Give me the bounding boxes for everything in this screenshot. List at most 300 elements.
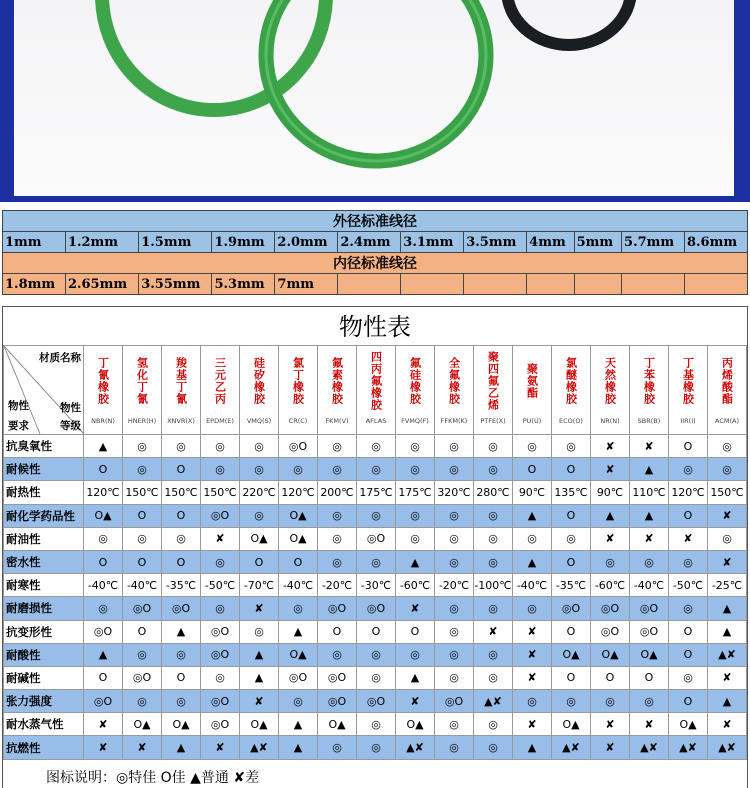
rating-cell: O▲: [240, 713, 279, 736]
rating-cell: ◎: [396, 504, 435, 527]
material-name: 氟素橡胶: [330, 357, 344, 405]
rating-cell: 150℃: [708, 481, 747, 504]
material-name: 天然橡胶: [603, 357, 617, 405]
rating-cell: O: [240, 550, 279, 573]
rating-cell: ◎: [435, 458, 474, 481]
rating-cell: ✘: [630, 713, 669, 736]
rating-cell: ▲✘: [396, 736, 435, 759]
rating-cell: O: [123, 550, 162, 573]
material-name: 丙烯酸酯: [720, 357, 734, 405]
rating-cell: ◎: [552, 690, 591, 713]
rating-cell: ✘: [84, 736, 123, 759]
outer-title: 外径标准线径: [3, 211, 748, 232]
material-name: 丁苯橡胶: [642, 357, 656, 405]
material-header: [279, 346, 318, 435]
material-name: 氯丁橡胶: [291, 357, 305, 405]
rating-cell: 110℃: [630, 481, 669, 504]
rating-cell: ◎: [162, 643, 201, 666]
rating-cell: 150℃: [123, 481, 162, 504]
rating-cell: ◎: [123, 690, 162, 713]
rating-cell: ✘: [513, 620, 552, 643]
material-header: [630, 346, 669, 435]
rating-cell: ▲: [162, 620, 201, 643]
rating-cell: O: [162, 550, 201, 573]
material-code: VMQ(S): [246, 417, 272, 425]
rating-cell: ◎: [552, 435, 591, 458]
property-label: 耐热性: [4, 481, 84, 504]
rating-cell: ✘: [201, 736, 240, 759]
rating-cell: ▲: [513, 504, 552, 527]
rating-cell: ◎: [474, 504, 513, 527]
rating-cell: ◎O: [201, 690, 240, 713]
inner-size-cell: [338, 274, 401, 295]
rating-cell: ◎: [474, 458, 513, 481]
rating-cell: -40℃: [513, 574, 552, 597]
material-name: 丁基橡胶: [681, 357, 695, 405]
rating-cell: ◎: [708, 458, 747, 481]
rating-cell: ◎: [162, 435, 201, 458]
material-name: 硅矽橡胶: [252, 357, 266, 405]
material-header: [240, 346, 279, 435]
rating-cell: 175℃: [396, 481, 435, 504]
rating-cell: O▲: [591, 643, 630, 666]
outer-values-row: [3, 232, 748, 253]
rating-cell: ▲✘: [552, 736, 591, 759]
rating-cell: ▲: [279, 736, 318, 759]
rating-cell: O: [669, 620, 708, 643]
rating-cell: ◎: [552, 527, 591, 550]
rating-cell: ✘: [240, 597, 279, 620]
rating-cell: ◎: [240, 504, 279, 527]
property-row: [4, 458, 747, 481]
rating-cell: 320℃: [435, 481, 474, 504]
material-header: [123, 346, 162, 435]
rating-cell: ▲: [84, 435, 123, 458]
rating-cell: ✘: [708, 666, 747, 689]
corner-req: 要求: [8, 420, 29, 432]
material-code: NR(N): [600, 417, 620, 425]
rating-cell: O: [552, 550, 591, 573]
rating-cell: ▲✘: [669, 736, 708, 759]
rating-cell: ◎: [513, 527, 552, 550]
rating-cell: O: [552, 620, 591, 643]
material-code: FVMQ(F): [401, 417, 429, 425]
rating-cell: ▲: [240, 666, 279, 689]
rating-cell: ◎: [435, 736, 474, 759]
rating-cell: ◎: [123, 527, 162, 550]
rating-cell: ▲✘: [240, 736, 279, 759]
corner-material: 材质名称: [39, 352, 81, 364]
outer-size-cell: 3.1mm: [401, 232, 464, 253]
rating-cell: ◎: [240, 620, 279, 643]
rating-cell: -40℃: [279, 574, 318, 597]
rating-cell: O▲: [240, 527, 279, 550]
rating-cell: ◎O: [591, 620, 630, 643]
rating-cell: 135℃: [552, 481, 591, 504]
material-header: [84, 346, 123, 435]
rating-cell: ◎: [513, 690, 552, 713]
inner-size-cell: [464, 274, 527, 295]
rating-cell: ◎: [279, 690, 318, 713]
rating-cell: ◎: [123, 458, 162, 481]
rating-cell: ◎: [318, 736, 357, 759]
rating-cell: ◎: [162, 527, 201, 550]
rating-cell: O: [552, 666, 591, 689]
rating-cell: ◎: [669, 550, 708, 573]
rating-cell: ◎: [396, 435, 435, 458]
rating-cell: ◎: [357, 736, 396, 759]
rating-cell: ◎: [357, 643, 396, 666]
rating-cell: ✘: [513, 643, 552, 666]
rating-cell: ◎: [318, 504, 357, 527]
rating-cell: O: [357, 620, 396, 643]
rating-cell: ▲: [279, 620, 318, 643]
outer-size-cell: 4mm: [527, 232, 574, 253]
outer-size-cell: 1mm: [3, 232, 66, 253]
material-header: [474, 346, 513, 435]
material-header: [357, 346, 396, 435]
rating-cell: -20℃: [318, 574, 357, 597]
rating-cell: O: [552, 504, 591, 527]
rating-cell: O: [591, 666, 630, 689]
rating-cell: -30℃: [357, 574, 396, 597]
rating-cell: ◎: [435, 643, 474, 666]
photo-frame-right: [734, 0, 750, 202]
inner-size-cell: [574, 274, 621, 295]
material-code: AFLAS: [365, 417, 387, 425]
rating-cell: -60℃: [591, 574, 630, 597]
rating-cell: O: [630, 666, 669, 689]
rating-cell: ◎O: [84, 690, 123, 713]
inner-size-cell: 2.65mm: [65, 274, 138, 295]
rating-cell: 220℃: [240, 481, 279, 504]
rating-cell: -35℃: [552, 574, 591, 597]
rating-cell: 90℃: [591, 481, 630, 504]
rating-cell: O▲: [123, 713, 162, 736]
material-name: 氢化丁氰: [135, 357, 149, 405]
rating-cell: ◎: [279, 597, 318, 620]
rating-cell: ✘: [513, 713, 552, 736]
rating-cell: ◎: [435, 550, 474, 573]
rating-cell: ◎O: [201, 620, 240, 643]
rating-cell: ◎: [474, 597, 513, 620]
rating-cell: ◎: [357, 550, 396, 573]
material-header: [708, 346, 747, 435]
rating-cell: ◎: [435, 666, 474, 689]
rating-cell: ◎O: [318, 666, 357, 689]
material-code: ECO(O): [559, 417, 583, 425]
material-name: 氯醚橡胶: [564, 357, 578, 405]
rating-cell: ◎O: [357, 597, 396, 620]
rating-cell: ▲: [240, 643, 279, 666]
property-label: 耐候性: [4, 458, 84, 481]
rating-cell: ◎O: [123, 666, 162, 689]
outer-size-cell: 5mm: [574, 232, 621, 253]
material-header: [201, 346, 240, 435]
rating-cell: ◎O: [630, 620, 669, 643]
rating-cell: ◎O: [162, 597, 201, 620]
rating-cell: ▲: [630, 504, 669, 527]
rating-cell: ◎: [123, 643, 162, 666]
outer-size-cell: 2.0mm: [275, 232, 338, 253]
rating-cell: -40℃: [123, 574, 162, 597]
property-label: 密水性: [4, 550, 84, 573]
material-header: [591, 346, 630, 435]
rating-cell: ◎: [396, 643, 435, 666]
property-label: 抗臭氧性: [4, 435, 84, 458]
rating-cell: -50℃: [201, 574, 240, 597]
material-header: [669, 346, 708, 435]
rating-cell: O▲: [396, 713, 435, 736]
property-row: [4, 481, 747, 504]
rating-cell: ◎: [435, 620, 474, 643]
rating-cell: ◎: [474, 736, 513, 759]
outer-size-cell: 1.5mm: [139, 232, 212, 253]
inner-size-cell: 3.55mm: [139, 274, 212, 295]
property-label: 耐化学药品性: [4, 504, 84, 527]
inner-size-cell: 7mm: [275, 274, 338, 295]
material-name: 全氟橡胶: [447, 357, 461, 405]
photo-frame-left: [0, 0, 14, 202]
rating-cell: O: [669, 690, 708, 713]
rating-cell: ◎: [84, 527, 123, 550]
rating-cell: ▲: [708, 620, 747, 643]
rating-cell: ◎: [357, 504, 396, 527]
material-name: 丁氰橡胶: [96, 357, 110, 405]
rating-cell: ◎: [201, 435, 240, 458]
rating-cell: ◎: [474, 713, 513, 736]
rating-cell: ▲: [162, 736, 201, 759]
rating-cell: ◎: [630, 690, 669, 713]
rating-cell: 175℃: [357, 481, 396, 504]
material-header: [162, 346, 201, 435]
material-header: [318, 346, 357, 435]
property-row: [4, 666, 747, 689]
rating-cell: -70℃: [240, 574, 279, 597]
rating-cell: 150℃: [201, 481, 240, 504]
rating-cell: ✘: [201, 527, 240, 550]
inner-size-cell: [684, 274, 747, 295]
rating-cell: O▲: [630, 643, 669, 666]
rating-cell: O: [123, 504, 162, 527]
rating-cell: ✘: [123, 736, 162, 759]
property-row: [4, 736, 747, 759]
property-label: 张力强度: [4, 690, 84, 713]
rating-cell: ▲: [708, 690, 747, 713]
rating-cell: ◎: [474, 527, 513, 550]
rating-cell: ◎O: [630, 597, 669, 620]
rating-cell: ✘: [669, 527, 708, 550]
rating-cell: ✘: [591, 458, 630, 481]
materials-header-row: [4, 346, 747, 435]
outer-size-cell: 5.7mm: [622, 232, 685, 253]
rating-cell: ▲: [630, 458, 669, 481]
outer-size-cell: 8.6mm: [684, 232, 747, 253]
standard-sizes-table: [2, 210, 748, 295]
rating-cell: ✘: [84, 713, 123, 736]
rating-cell: ◎: [435, 504, 474, 527]
rating-cell: ◎O: [279, 666, 318, 689]
property-row: [4, 574, 747, 597]
rating-cell: ▲: [513, 736, 552, 759]
rating-cell: -40℃: [84, 574, 123, 597]
property-row: [4, 435, 747, 458]
properties-title: 物性表: [339, 313, 411, 341]
material-code: NBR(N): [91, 417, 115, 425]
property-label: 抗燃性: [4, 736, 84, 759]
rating-cell: ◎O: [591, 597, 630, 620]
outer-size-cell: 3.5mm: [464, 232, 527, 253]
rating-cell: O: [318, 620, 357, 643]
rating-cell: -35℃: [162, 574, 201, 597]
material-code: PTFE(X): [480, 417, 506, 425]
rating-cell: ▲✘: [630, 736, 669, 759]
inner-title: 内径标准线径: [3, 253, 748, 274]
rating-cell: O: [84, 666, 123, 689]
property-label: 耐酸性: [4, 643, 84, 666]
rating-cell: ◎: [669, 458, 708, 481]
property-label: 抗变形性: [4, 620, 84, 643]
material-code: FFKM(K): [440, 417, 468, 425]
rating-cell: -50℃: [669, 574, 708, 597]
rating-cell: O: [84, 550, 123, 573]
corner-grade: 等级: [60, 420, 81, 432]
material-code: IIR(I): [680, 417, 696, 425]
property-row: [4, 504, 747, 527]
rating-cell: ◎: [84, 597, 123, 620]
rating-cell: ✘: [591, 736, 630, 759]
rating-cell: ◎: [396, 458, 435, 481]
material-code: XNVR(X): [167, 417, 195, 425]
rating-cell: ◎: [201, 597, 240, 620]
rating-cell: -60℃: [396, 574, 435, 597]
material-name: 聚四氟乙烯: [486, 351, 500, 411]
rating-cell: ✘: [708, 550, 747, 573]
rating-cell: ◎: [279, 458, 318, 481]
rating-cell: ✘: [591, 713, 630, 736]
rating-cell: ✘: [240, 690, 279, 713]
rating-cell: ◎: [201, 666, 240, 689]
property-row: [4, 690, 747, 713]
rating-cell: ◎O: [201, 504, 240, 527]
rating-cell: O: [162, 458, 201, 481]
rating-cell: 280℃: [474, 481, 513, 504]
rating-cell: O▲: [279, 643, 318, 666]
material-name: 聚氨酯: [525, 363, 539, 399]
property-row: [4, 597, 747, 620]
rating-cell: ◎: [474, 666, 513, 689]
rating-cell: ▲✘: [708, 736, 747, 759]
rating-cell: ✘: [513, 666, 552, 689]
rating-cell: ✘: [591, 527, 630, 550]
rating-cell: ◎: [435, 527, 474, 550]
material-code: CR(C): [288, 417, 308, 425]
rating-cell: ◎: [240, 435, 279, 458]
rating-cell: -25℃: [708, 574, 747, 597]
rating-cell: ▲: [396, 666, 435, 689]
rating-cell: ◎: [318, 643, 357, 666]
rating-cell: 120℃: [669, 481, 708, 504]
rating-cell: ◎: [201, 458, 240, 481]
legend: 图标说明：◎特佳 O佳 ▲普通 ✘差: [46, 770, 260, 786]
rating-cell: -100℃: [474, 574, 513, 597]
rating-cell: ◎: [669, 666, 708, 689]
material-header: [396, 346, 435, 435]
material-code: ACM(A): [715, 417, 739, 425]
rating-cell: 90℃: [513, 481, 552, 504]
properties-panel: [2, 306, 748, 788]
rating-cell: O▲: [279, 504, 318, 527]
rating-cell: -40℃: [630, 574, 669, 597]
rating-cell: ▲: [279, 713, 318, 736]
rating-cell: ◎: [669, 597, 708, 620]
rating-cell: 200℃: [318, 481, 357, 504]
rating-cell: O▲: [279, 527, 318, 550]
rating-cell: ▲: [513, 550, 552, 573]
corner-cell: [4, 346, 84, 435]
rating-cell: O: [552, 458, 591, 481]
rating-cell: 120℃: [84, 481, 123, 504]
rating-cell: ◎: [435, 597, 474, 620]
material-header: [513, 346, 552, 435]
rating-cell: ◎: [708, 435, 747, 458]
material-name: 三元乙丙: [213, 357, 227, 405]
material-name: 氟硅橡胶: [408, 357, 422, 405]
rating-cell: O▲: [84, 504, 123, 527]
property-row: [4, 620, 747, 643]
rating-cell: ◎: [162, 690, 201, 713]
property-label: 耐水蒸气性: [4, 713, 84, 736]
rating-cell: ✘: [708, 713, 747, 736]
rating-cell: O: [162, 504, 201, 527]
material-code: PU(U): [522, 417, 542, 425]
rating-cell: ◎O: [318, 690, 357, 713]
rating-cell: O: [669, 504, 708, 527]
rating-cell: ◎: [474, 643, 513, 666]
rating-cell: ◎: [240, 458, 279, 481]
rating-cell: ▲: [396, 550, 435, 573]
rating-cell: ✘: [396, 690, 435, 713]
material-code: HNER(H): [127, 417, 157, 425]
rating-cell: -20℃: [435, 574, 474, 597]
rating-cell: ◎: [630, 550, 669, 573]
oring-photo: [14, 0, 734, 202]
material-code: FKM(V): [325, 417, 349, 425]
rating-cell: ▲: [84, 643, 123, 666]
rating-cell: 150℃: [162, 481, 201, 504]
rating-cell: O: [84, 458, 123, 481]
outer-size-cell: 1.9mm: [212, 232, 275, 253]
rating-cell: O▲: [162, 713, 201, 736]
rating-cell: ◎O: [123, 597, 162, 620]
corner-prop2: 物性: [60, 402, 81, 414]
rating-cell: O: [396, 620, 435, 643]
rating-cell: ✘: [474, 620, 513, 643]
rating-cell: ◎O: [84, 620, 123, 643]
rating-cell: O: [279, 550, 318, 573]
rating-cell: O: [513, 458, 552, 481]
oring-illustration: [14, 0, 734, 196]
inner-size-cell: [622, 274, 685, 295]
rating-cell: ◎: [474, 550, 513, 573]
rating-cell: O▲: [318, 713, 357, 736]
rating-cell: ✘: [396, 597, 435, 620]
inner-size-cell: [527, 274, 574, 295]
rating-cell: ◎: [318, 435, 357, 458]
rating-cell: O: [123, 620, 162, 643]
material-header: [435, 346, 474, 435]
rating-cell: O: [162, 666, 201, 689]
